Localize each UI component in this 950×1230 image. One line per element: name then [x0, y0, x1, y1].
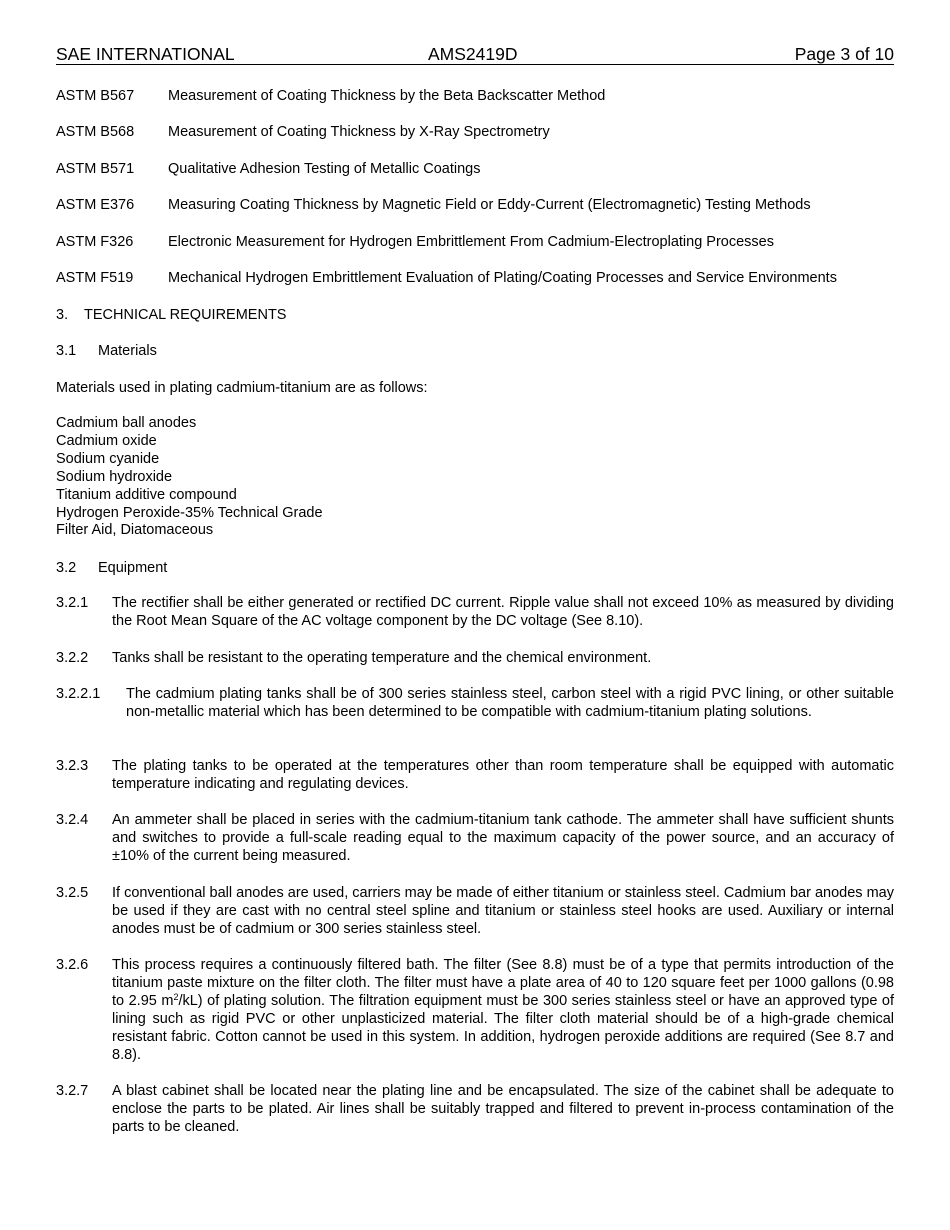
list-item: Filter Aid, Diatomaceous [56, 522, 214, 539]
paragraph-text: The plating tanks to be operated at the temperatures other than room temperature shall be equipped with automatic temperature indicating and regulating devices. [112, 758, 894, 792]
paragraph-text: A blast cabinet shall be located near the plating line and be encapsulated. The size of the cabinet shall be adequate to enclose the parts to be plated. Air lines shall be suitably trapped and filtered to prevent in-process contamination of the parts to be cleaned. [112, 1083, 894, 1135]
paragraph-number: 3.2.4 [56, 812, 89, 828]
paragraph-text: If conventional ball anodes are used, carriers may be made of either titanium or stainless steel. Cadmium bar anodes may be used if they are cast with no central steel spline and titanium or stainless steel hooks are used. Auxiliary or internal anodes must be of cadmium or 300 series stainless steel. [112, 885, 894, 937]
paragraph-text-part: /kL) of plating solution. The filtration equipment must be 300 series stainless steel or have an approved type of lining such as rigid PVC or other unplasticized material. The filter cloth material should be of a high-grade chemical resistant fabric. Cotton cannot be used in this system. In addition, hydrogen peroxide additions are required (See 8.7 and 8.8). [112, 992, 894, 1063]
paragraph-number: 3.2.5 [56, 885, 89, 901]
reference-code: ASTM F326 [56, 234, 134, 250]
superscript: 2 [173, 991, 179, 1002]
paragraph-number: 3.2.2 [56, 650, 89, 666]
list-item: Cadmium oxide [56, 432, 157, 449]
header-organization: SAE INTERNATIONAL [56, 44, 235, 64]
paragraph-number: 3.2.6 [56, 957, 89, 973]
paragraph-text [112, 957, 894, 1064]
paragraph-text-part: This process requires a continuously filtered bath. The filter (See 8.8) must be of a type that permits introduction of the titanium paste mixture on the filter cloth. The filter must have a plate area of 40 to 120 square feet per 1000 gallons (0.98 to 2.95 m [112, 957, 894, 1009]
reference-title: Measuring Coating Thickness by Magnetic Field or Eddy-Current (Electromagnetic) Testing Methods [168, 197, 811, 213]
reference-title: Electronic Measurement for Hydrogen Embrittlement From Cadmium-Electroplating Processes [168, 234, 774, 250]
paragraph-number: 3.2.3 [56, 758, 89, 774]
paragraph-number: 3.2.2.1 [56, 686, 101, 702]
paragraph-text: An ammeter shall be placed in series with the cadmium-titanium tank cathode. The ammeter shall have sufficient shunts and switches to provide a full-scale reading equal to the maximum capacity of the power source, and an accuracy of ±10% of the current being measured. [112, 812, 894, 864]
reference-code: ASTM E376 [56, 197, 135, 213]
reference-code: ASTM B568 [56, 124, 135, 140]
subsection-title: Equipment [98, 560, 168, 576]
reference-code: ASTM F519 [56, 270, 134, 286]
header-page-number: Page 3 of 10 [794, 44, 894, 64]
reference-title: Qualitative Adhesion Testing of Metallic Coatings [168, 161, 481, 177]
subsection-number: 3.1 [56, 343, 77, 359]
paragraph-text: Tanks shall be resistant to the operating temperature and the chemical environment. [112, 650, 652, 666]
paragraph-number: 3.2.1 [56, 595, 89, 611]
reference-code: ASTM B567 [56, 88, 135, 104]
materials-list [56, 415, 323, 540]
section-title: TECHNICAL REQUIREMENTS [84, 307, 287, 323]
subsection-number: 3.2 [56, 560, 77, 576]
paragraph-text: The cadmium plating tanks shall be of 300 series stainless steel, carbon steel with a rigid PVC lining, or other suitable non-metallic material which has been determined to be compatible with cadmium-titanium plating solutions. [126, 686, 894, 720]
paragraph-text: The rectifier shall be either generated or rectified DC current. Ripple value shall not exceed 10% as measured by dividing the Root Mean Square of the AC voltage component by the DC voltage (See 8.10). [112, 595, 894, 629]
subsection-title: Materials [98, 343, 157, 359]
materials-intro: Materials used in plating cadmium-titanium are as follows: [56, 380, 428, 396]
reference-title: Measurement of Coating Thickness by the Beta Backscatter Method [168, 88, 606, 104]
list-item: Sodium hydroxide [56, 468, 173, 485]
section-number: 3. [56, 307, 69, 323]
list-item: Cadmium ball anodes [56, 415, 197, 431]
list-item: Hydrogen Peroxide-35% Technical Grade [56, 504, 323, 521]
paragraph-number: 3.2.7 [56, 1083, 89, 1099]
reference-code: ASTM B571 [56, 161, 135, 177]
reference-title: Measurement of Coating Thickness by X-Ray Spectrometry [168, 124, 550, 140]
reference-title: Mechanical Hydrogen Embrittlement Evaluation of Plating/Coating Processes and Service Environments [168, 270, 837, 286]
list-item: Sodium cyanide [56, 450, 160, 467]
list-item: Titanium additive compound [56, 486, 237, 503]
page-header [56, 44, 894, 65]
header-document-number: AMS2419D [428, 44, 518, 64]
